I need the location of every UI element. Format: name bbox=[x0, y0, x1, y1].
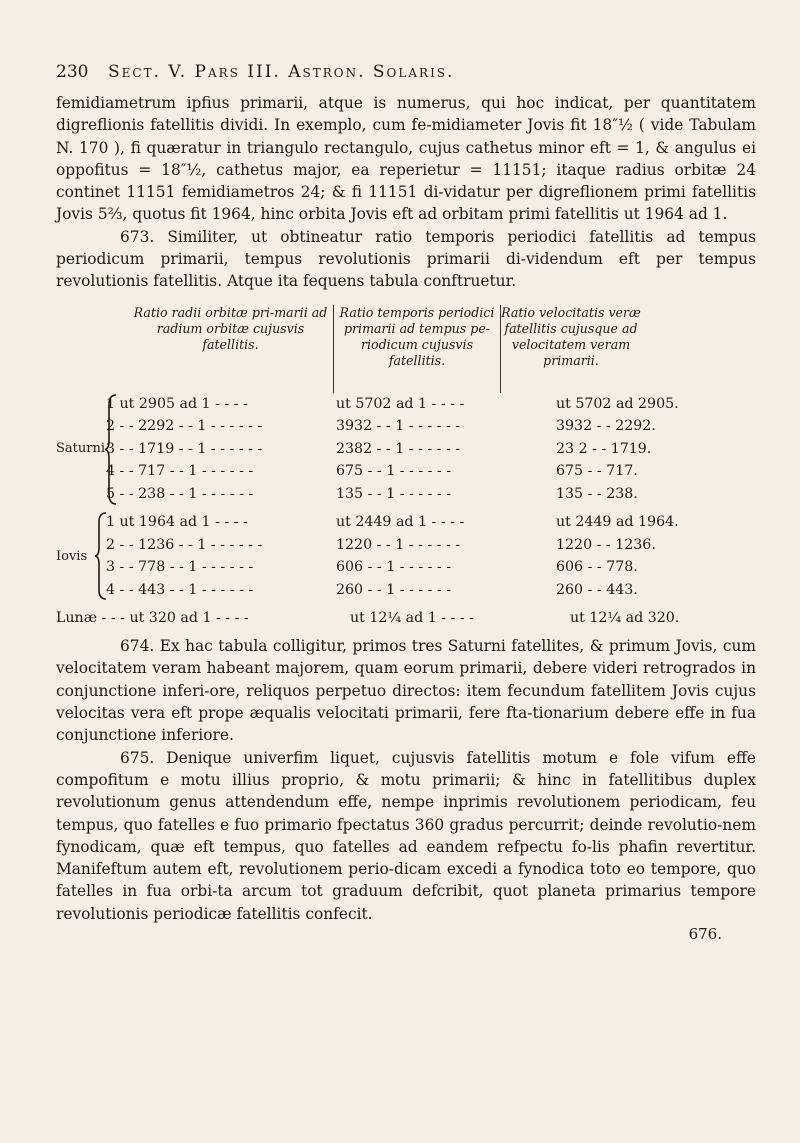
paragraph-continued: femidiametrum ipfius primarii, atque is numerus, qui hoc indicat, per quantitatem digreflionis fatellitis dividi. In exemplo, cum fe-midiameter Jovis fit 18″½ ( vide Tabulam N. 170 ), fi quæratur in triangulo rectangulo, cujus cathetus minor eft = 1, & angulus ei oppofitus = 18″½, cathetus major, ea reperietur = 11151; itaque radius orbitæ 24 continet 11151 femidiametros 24; & fi 11151 di-vidatur per digreflionem primi fatellitis Jovis 5⅔, quotus fit 1964, hinc orbita Jovis eft ad orbitam primi fatellitis ut 1964 ad 1. bbox=[56, 94, 756, 224]
table-row: 1 ut 1964 ad 1 - - - - ut 2449 ad 1 - - - - ut 2449 ad 1964. bbox=[106, 514, 679, 531]
table-header-velocity: Ratio velocitatis veræ fatellitis cujusque ad velocitatem veram primarii. bbox=[501, 304, 641, 368]
table-row: 4 - - 717 - - 1 - - - - - - 675 - - 1 - - - - - - 675 - - 717. bbox=[106, 463, 638, 480]
table-row: 5 - - 238 - - 1 - - - - - - 135 - - 1 - - - - - - 135 - - 238. bbox=[106, 485, 638, 502]
brace-saturni bbox=[102, 393, 106, 506]
page-number: 230 bbox=[56, 62, 89, 82]
table-row: 3 - - 1719 - - 1 - - - - - - 2382 - - 1 - - - - - - 23 2 - - 1719. bbox=[106, 440, 652, 457]
running-title: Sect. V. Pars III. Astron. Solaris. bbox=[108, 62, 455, 82]
table-header-radius: Ratio radii orbitæ pri-marii ad radium orbitæ cujusvis fatellitis. bbox=[133, 304, 328, 352]
table-row: 2 - - 2292 - - 1 - - - - - - 3932 - - 1 - - - - - - 3932 - - 2292. bbox=[106, 418, 656, 435]
table-row: 1 ut 2905 ad 1 - - - - ut 5702 ad 1 - - - - ut 5702 ad 2905. bbox=[106, 395, 679, 412]
catchword: 676. bbox=[688, 925, 722, 944]
page bbox=[56, 62, 756, 943]
rows-saturni bbox=[106, 393, 756, 506]
rows-iovis bbox=[106, 511, 756, 601]
group-label-iovis: Iovis bbox=[56, 548, 88, 564]
paragraph-674: 674. Ex hac tabula colligitur, primos tres Saturni fatellites, & primum Jovis, cum velocitatem veram habeant majorem, quam eorum primarii, debere videri retrogrados in conjunctione inferi-ore, reliquos perpetuo directos: item fecundum fatellitem Jovis cujus velocitas vera eft prope æqualis velocitati primarii, fere fta-tionarium debere effe in fua conjunctione inferiore. bbox=[56, 637, 756, 745]
paragraph-673: 673. Similiter, ut obtineatur ratio temporis periodici fatellitis ad tempus periodicum primarii, tempus revolutionis primarii di-videndum eft per tempus revolutionis fatellitis. Atque ita fequens tabula conftruetur. bbox=[56, 227, 756, 291]
group-label-saturni: Saturni bbox=[56, 441, 105, 457]
table-row: 2 - - 1236 - - 1 - - - - - - 1220 - - 1 - - - - - - 1220 - - 1236. bbox=[106, 536, 656, 553]
table-header bbox=[56, 305, 756, 393]
page-header bbox=[56, 62, 756, 92]
table-header-period: Ratio temporis periodici primarii ad tempus pe-riodicum cujusvis fatellitis. bbox=[333, 305, 501, 393]
table-group-iovis bbox=[56, 511, 756, 601]
table-group-saturni bbox=[56, 393, 756, 506]
table-row-lunae: Lunæ - - - ut 320 ad 1 - - - - ut 12¼ ad 1 - - - - ut 12¼ ad 320. bbox=[56, 610, 680, 627]
table-row: 3 - - 778 - - 1 - - - - - - 606 - - 1 - - - - - - 606 - - 778. bbox=[106, 559, 638, 576]
table-row: 4 - - 443 - - 1 - - - - - - 260 - - 1 - - - - - - 260 - - 443. bbox=[106, 581, 638, 598]
paragraph-675: 675. Denique univerfim liquet, cujusvis fatellitis motum e fole vifum effe compofitum e motu illius proprio, & motu primarii; & hinc in fatellitibus duplex revolutionum genus attendendum effe, nempe inprimis revolutionem periodicam, feu tempus, quo fatelles e fuo primario fpectatus 360 gradus percurrit; deinde revolutio-nem fynodicam, quæ eft tempus, quo fatelles ad eandem refpectu fo-lis phafin revertitur. Manifeftum autem eft, revolutionem perio-dicam excedi a fynodica toto eo tempore, quo fatelles in fua orbi-ta arcum tot graduum defcribit, quot planeta primarius tempore revolutionis periodicæ fatellitis confecit. bbox=[56, 748, 756, 923]
brace-iovis bbox=[92, 511, 106, 601]
